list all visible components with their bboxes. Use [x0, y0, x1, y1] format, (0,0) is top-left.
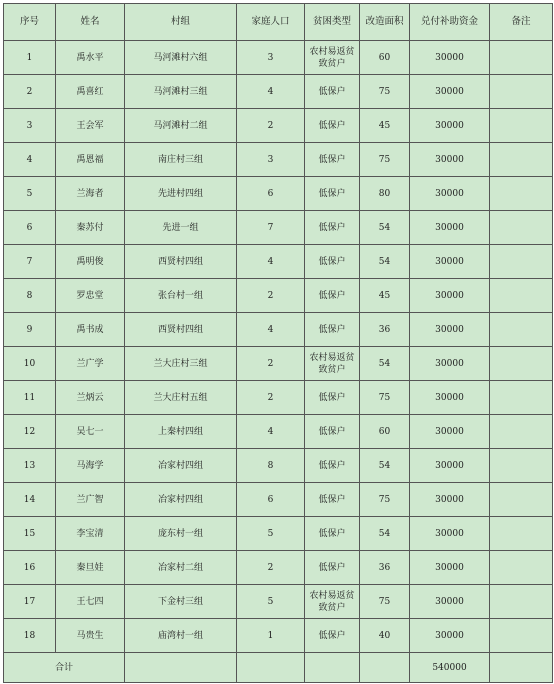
table-row	[4, 483, 553, 517]
table-row	[4, 313, 553, 347]
village-group-cell: 冶家村二组	[125, 551, 237, 585]
header-name: 姓名	[56, 4, 125, 41]
subsidy-amount-cell: 30000	[410, 619, 490, 653]
village-group-cell: 兰大庄村三组	[125, 347, 237, 381]
household-size-cell: 2	[237, 551, 305, 585]
total-household-size-cell	[237, 653, 305, 683]
total-amount-cell: 540000	[410, 653, 490, 683]
subsidy-amount-cell: 30000	[410, 75, 490, 109]
poverty-type-cell: 低保户	[305, 109, 360, 143]
total-row	[4, 653, 553, 683]
renovation-area-cell: 75	[360, 381, 410, 415]
subsidy-amount-cell: 30000	[410, 551, 490, 585]
remarks-cell	[490, 245, 553, 279]
serial-no-cell: 8	[4, 279, 56, 313]
serial-no-cell: 2	[4, 75, 56, 109]
total-remarks-cell	[490, 653, 553, 683]
poverty-type-cell: 低保户	[305, 517, 360, 551]
renovation-area-cell: 36	[360, 313, 410, 347]
table-row	[4, 143, 553, 177]
table-row	[4, 619, 553, 653]
serial-no-cell: 3	[4, 109, 56, 143]
remarks-cell	[490, 109, 553, 143]
serial-no-cell: 12	[4, 415, 56, 449]
subsidy-amount-cell: 30000	[410, 347, 490, 381]
renovation-area-cell: 75	[360, 585, 410, 619]
household-size-cell: 6	[237, 177, 305, 211]
village-group-cell: 兰大庄村五组	[125, 381, 237, 415]
household-size-cell: 2	[237, 381, 305, 415]
subsidy-amount-cell: 30000	[410, 211, 490, 245]
subsidy-amount-cell: 30000	[410, 449, 490, 483]
village-group-cell: 上秦村四组	[125, 415, 237, 449]
total-poverty-type-cell	[305, 653, 360, 683]
total-renovation-area-cell	[360, 653, 410, 683]
subsidy-amount-cell: 30000	[410, 279, 490, 313]
remarks-cell	[490, 483, 553, 517]
name-cell: 秦苏付	[56, 211, 125, 245]
poverty-type-cell	[305, 585, 360, 619]
table-row	[4, 415, 553, 449]
subsidy-amount-cell: 30000	[410, 245, 490, 279]
name-cell: 禹水平	[56, 41, 125, 75]
serial-no-cell: 9	[4, 313, 56, 347]
village-group-cell: 张台村一组	[125, 279, 237, 313]
poverty-type-cell-text: 农村易返贫致贫户	[309, 352, 355, 375]
serial-no-cell: 15	[4, 517, 56, 551]
village-group-cell: 庞东村一组	[125, 517, 237, 551]
household-size-cell: 4	[237, 415, 305, 449]
serial-no-cell: 14	[4, 483, 56, 517]
household-size-cell: 5	[237, 585, 305, 619]
poverty-housing-subsidy-table	[3, 3, 553, 683]
table-row	[4, 347, 553, 381]
table-row	[4, 279, 553, 313]
remarks-cell	[490, 347, 553, 381]
name-cell: 兰广学	[56, 347, 125, 381]
name-cell: 马海学	[56, 449, 125, 483]
serial-no-cell: 4	[4, 143, 56, 177]
renovation-area-cell: 36	[360, 551, 410, 585]
poverty-type-cell	[305, 41, 360, 75]
poverty-type-cell: 低保户	[305, 245, 360, 279]
total-label-cell: 合计	[4, 653, 125, 683]
renovation-area-cell: 75	[360, 143, 410, 177]
table-row	[4, 41, 553, 75]
remarks-cell	[490, 517, 553, 551]
subsidy-amount-cell: 30000	[410, 177, 490, 211]
subsidy-amount-cell: 30000	[410, 415, 490, 449]
remarks-cell	[490, 551, 553, 585]
household-size-cell: 4	[237, 75, 305, 109]
subsidy-amount-cell: 30000	[410, 143, 490, 177]
serial-no-cell: 16	[4, 551, 56, 585]
remarks-cell	[490, 41, 553, 75]
serial-no-cell: 17	[4, 585, 56, 619]
remarks-cell	[490, 415, 553, 449]
renovation-area-cell: 60	[360, 415, 410, 449]
subsidy-amount-cell: 30000	[410, 41, 490, 75]
renovation-area-cell: 54	[360, 245, 410, 279]
serial-no-cell: 7	[4, 245, 56, 279]
renovation-area-cell: 54	[360, 517, 410, 551]
serial-no-cell: 13	[4, 449, 56, 483]
village-group-cell: 先进村四组	[125, 177, 237, 211]
header-row	[4, 4, 553, 41]
subsidy-amount-cell: 30000	[410, 585, 490, 619]
poverty-type-cell: 低保户	[305, 279, 360, 313]
village-group-cell: 南庄村三组	[125, 143, 237, 177]
remarks-cell	[490, 75, 553, 109]
household-size-cell: 4	[237, 245, 305, 279]
table-row	[4, 585, 553, 619]
remarks-cell	[490, 381, 553, 415]
name-cell: 吴七一	[56, 415, 125, 449]
poverty-type-cell: 低保户	[305, 143, 360, 177]
subsidy-amount-cell: 30000	[410, 381, 490, 415]
name-cell: 禹喜红	[56, 75, 125, 109]
renovation-area-cell: 54	[360, 211, 410, 245]
remarks-cell	[490, 585, 553, 619]
village-group-cell: 马河滩村二组	[125, 109, 237, 143]
header-remarks: 备注	[490, 4, 553, 41]
table-row	[4, 75, 553, 109]
remarks-cell	[490, 279, 553, 313]
table-row	[4, 551, 553, 585]
household-size-cell: 3	[237, 143, 305, 177]
name-cell: 禹书成	[56, 313, 125, 347]
serial-no-cell: 11	[4, 381, 56, 415]
renovation-area-cell: 54	[360, 347, 410, 381]
serial-no-cell: 5	[4, 177, 56, 211]
poverty-type-cell: 低保户	[305, 619, 360, 653]
name-cell: 王七四	[56, 585, 125, 619]
table-row	[4, 517, 553, 551]
poverty-type-cell: 低保户	[305, 177, 360, 211]
renovation-area-cell: 45	[360, 279, 410, 313]
subsidy-amount-cell: 30000	[410, 109, 490, 143]
remarks-cell	[490, 143, 553, 177]
poverty-type-cell: 低保户	[305, 313, 360, 347]
header-subsidy-amount: 兑付补助资金	[410, 4, 490, 41]
serial-no-cell: 6	[4, 211, 56, 245]
remarks-cell	[490, 619, 553, 653]
renovation-area-cell: 54	[360, 449, 410, 483]
poverty-type-cell-text: 农村易返贫致贫户	[309, 590, 355, 613]
village-group-cell: 先进一组	[125, 211, 237, 245]
table-row	[4, 381, 553, 415]
name-cell: 秦旦娃	[56, 551, 125, 585]
name-cell: 王会军	[56, 109, 125, 143]
remarks-cell	[490, 449, 553, 483]
renovation-area-cell: 75	[360, 483, 410, 517]
table-row	[4, 449, 553, 483]
serial-no-cell: 10	[4, 347, 56, 381]
village-group-cell: 冶家村四组	[125, 483, 237, 517]
household-size-cell: 6	[237, 483, 305, 517]
renovation-area-cell: 80	[360, 177, 410, 211]
village-group-cell: 西贤村四组	[125, 245, 237, 279]
household-size-cell: 7	[237, 211, 305, 245]
household-size-cell: 2	[237, 279, 305, 313]
header-renovation-area: 改造面积	[360, 4, 410, 41]
household-size-cell: 4	[237, 313, 305, 347]
village-group-cell: 西贤村四组	[125, 313, 237, 347]
remarks-cell	[490, 211, 553, 245]
renovation-area-cell: 45	[360, 109, 410, 143]
poverty-type-cell: 低保户	[305, 449, 360, 483]
village-group-cell: 庙湾村一组	[125, 619, 237, 653]
poverty-type-cell: 低保户	[305, 483, 360, 517]
household-size-cell: 3	[237, 41, 305, 75]
village-group-cell: 马河滩村三组	[125, 75, 237, 109]
table-row	[4, 177, 553, 211]
poverty-type-cell-text: 农村易返贫致贫户	[309, 46, 355, 69]
household-size-cell: 2	[237, 347, 305, 381]
name-cell: 兰海者	[56, 177, 125, 211]
remarks-cell	[490, 177, 553, 211]
renovation-area-cell: 75	[360, 75, 410, 109]
name-cell: 禹恩福	[56, 143, 125, 177]
subsidy-amount-cell: 30000	[410, 313, 490, 347]
household-size-cell: 1	[237, 619, 305, 653]
subsidy-amount-cell: 30000	[410, 483, 490, 517]
village-group-cell: 马河滩村六组	[125, 41, 237, 75]
name-cell: 马贵生	[56, 619, 125, 653]
household-size-cell: 8	[237, 449, 305, 483]
village-group-cell: 冶家村四组	[125, 449, 237, 483]
name-cell: 罗忠堂	[56, 279, 125, 313]
poverty-type-cell: 低保户	[305, 381, 360, 415]
serial-no-cell: 18	[4, 619, 56, 653]
name-cell: 李宝清	[56, 517, 125, 551]
village-group-cell: 下金村三组	[125, 585, 237, 619]
poverty-type-cell	[305, 347, 360, 381]
header-household-size: 家庭人口	[237, 4, 305, 41]
subsidy-amount-cell: 30000	[410, 517, 490, 551]
header-village-group: 村组	[125, 4, 237, 41]
poverty-type-cell: 低保户	[305, 415, 360, 449]
header-poverty-type: 贫困类型	[305, 4, 360, 41]
poverty-type-cell: 低保户	[305, 551, 360, 585]
total-village-group-cell	[125, 653, 237, 683]
poverty-type-cell: 低保户	[305, 75, 360, 109]
renovation-area-cell: 40	[360, 619, 410, 653]
household-size-cell: 5	[237, 517, 305, 551]
poverty-type-cell: 低保户	[305, 211, 360, 245]
name-cell: 兰炳云	[56, 381, 125, 415]
remarks-cell	[490, 313, 553, 347]
renovation-area-cell: 60	[360, 41, 410, 75]
name-cell: 兰广智	[56, 483, 125, 517]
table-row	[4, 109, 553, 143]
table-row	[4, 211, 553, 245]
name-cell: 禹明俊	[56, 245, 125, 279]
household-size-cell: 2	[237, 109, 305, 143]
serial-no-cell: 1	[4, 41, 56, 75]
header-serial-no: 序号	[4, 4, 56, 41]
table-row	[4, 245, 553, 279]
